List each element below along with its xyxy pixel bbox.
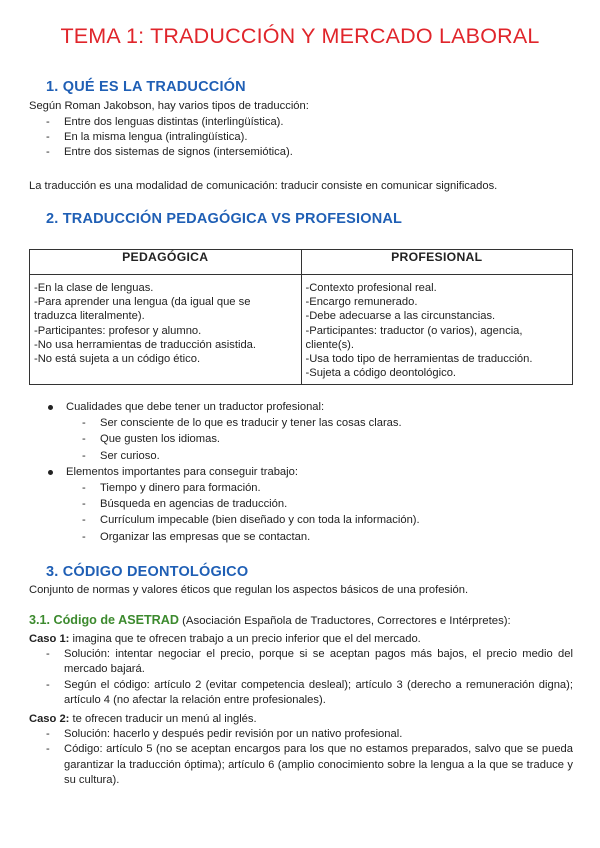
list-item: - Que gusten los idiomas. (66, 431, 420, 447)
table-line: -Encargo remunerado. (305, 296, 418, 309)
case-list (29, 727, 573, 788)
subsection-title-rest: (Asociación Española de Traductores, Correctores e Intérpretes): (178, 615, 511, 627)
section-2-heading: 2. TRADUCCIÓN PEDAGÓGICA VS PROFESIONAL (46, 211, 403, 227)
bullet-label: Cualidades que debe tener un traductor profesional: (66, 401, 325, 413)
table-line: -Contexto profesional real. (305, 282, 437, 294)
list-item: - Currículum impecable (bien diseñado y con toda la información). (66, 512, 420, 528)
table-line: -Para aprender una lengua (da igual que se traduzca literalmente). (34, 296, 251, 323)
list-item: - En la misma lengua (intralingüística). (29, 130, 293, 145)
case-label: Caso 1: (29, 633, 70, 645)
list-item: - Entre dos sistemas de signos (intersemiótica). (29, 145, 293, 160)
list-item: - Según el código: artículo 2 (evitar competencia desleal); artículo 3 (derecho a remuneración digna); artículo 4 (no afectar la relación entre profesionales). (29, 678, 573, 708)
table-line: -Debe adecuarse a las circunstancias. (305, 310, 496, 323)
table-line: -Usa todo tipo de herramientas de traducción. (305, 353, 533, 366)
table-line: -No usa herramientas de traducción asistida. (34, 338, 256, 351)
table-line: -Sujeta a código deontológico. (305, 367, 457, 380)
list-item: - Ser curioso. (66, 448, 420, 464)
subsection-title: 3.1. Código de ASETRAD (29, 613, 179, 627)
list-item: - Búsqueda en agencias de traducción. (66, 496, 420, 512)
bullet-item (46, 399, 420, 464)
case-text: te ofrecen traducir un menú al inglés. (69, 713, 257, 725)
case-text: imagina que te ofrecen trabajo a un precio inferior que el del mercado. (69, 633, 421, 645)
case-2 (29, 712, 573, 788)
section-1-list (29, 115, 293, 161)
list-item: - Tiempo y dinero para formación. (66, 480, 420, 496)
list-item: - Organizar las empresas que se contactan. (66, 529, 420, 545)
section-2-bullets (46, 399, 420, 545)
table-header-pedagogica: PEDAGÓGICA (30, 250, 302, 275)
sub-list (66, 415, 420, 464)
list-item: - Entre dos lenguas distintas (interlingüística). (29, 115, 293, 130)
table-cell-pedagogica (30, 275, 302, 385)
bullet-item (46, 464, 420, 545)
page-title: TEMA 1: TRADUCCIÓN Y MERCADO LABORAL (60, 24, 540, 48)
case-1 (29, 632, 573, 708)
table-line: -Participantes: traductor (o varios), agencia, cliente(s). (305, 324, 523, 351)
section-1-intro: Según Roman Jakobson, hay varios tipos de traducción: (29, 100, 309, 112)
list-item: - Solución: intentar negociar el precio, porque si se aceptan pagos más bajos, el precio medio del mercado bajará. (29, 647, 573, 677)
list-item: - Código: artículo 5 (no se aceptan encargos para los que no estamos preparados, salvo que se pueda garantizar la traducción óptima); artículo 6 (amplio conocimiento sobre la lengua a la que se traduce y su cultura). (29, 742, 573, 788)
sub-list (66, 480, 420, 545)
subsection-heading (29, 613, 511, 627)
list-item: - Solución: hacerlo y después pedir revisión por un nativo profesional. (29, 727, 573, 742)
table-header-profesional: PROFESIONAL (301, 250, 573, 275)
section-3-heading: 3. CÓDIGO DEONTOLÓGICO (46, 564, 249, 580)
comparison-table (29, 249, 573, 385)
section-3-intro: Conjunto de normas y valores éticos que regulan los aspectos básicos de una profesión. (29, 584, 469, 596)
list-item: - Ser consciente de lo que es traducir y tener las cosas claras. (66, 415, 420, 431)
table-line: -En la clase de lenguas. (34, 282, 154, 294)
bullet-label: Elementos importantes para conseguir trabajo: (66, 465, 298, 478)
case-label: Caso 2: (29, 713, 70, 725)
case-list (29, 647, 573, 708)
table-cell-profesional (301, 275, 573, 385)
table-line: -Participantes: profesor y alumno. (34, 324, 202, 337)
section-1-heading: 1. QUÉ ES LA TRADUCCIÓN (46, 79, 246, 95)
section-1-paragraph: La traducción es una modalidad de comunicación: traducir consiste en comunicar significados. (29, 180, 498, 192)
table-line: -No está sujeta a un código ético. (34, 353, 201, 366)
